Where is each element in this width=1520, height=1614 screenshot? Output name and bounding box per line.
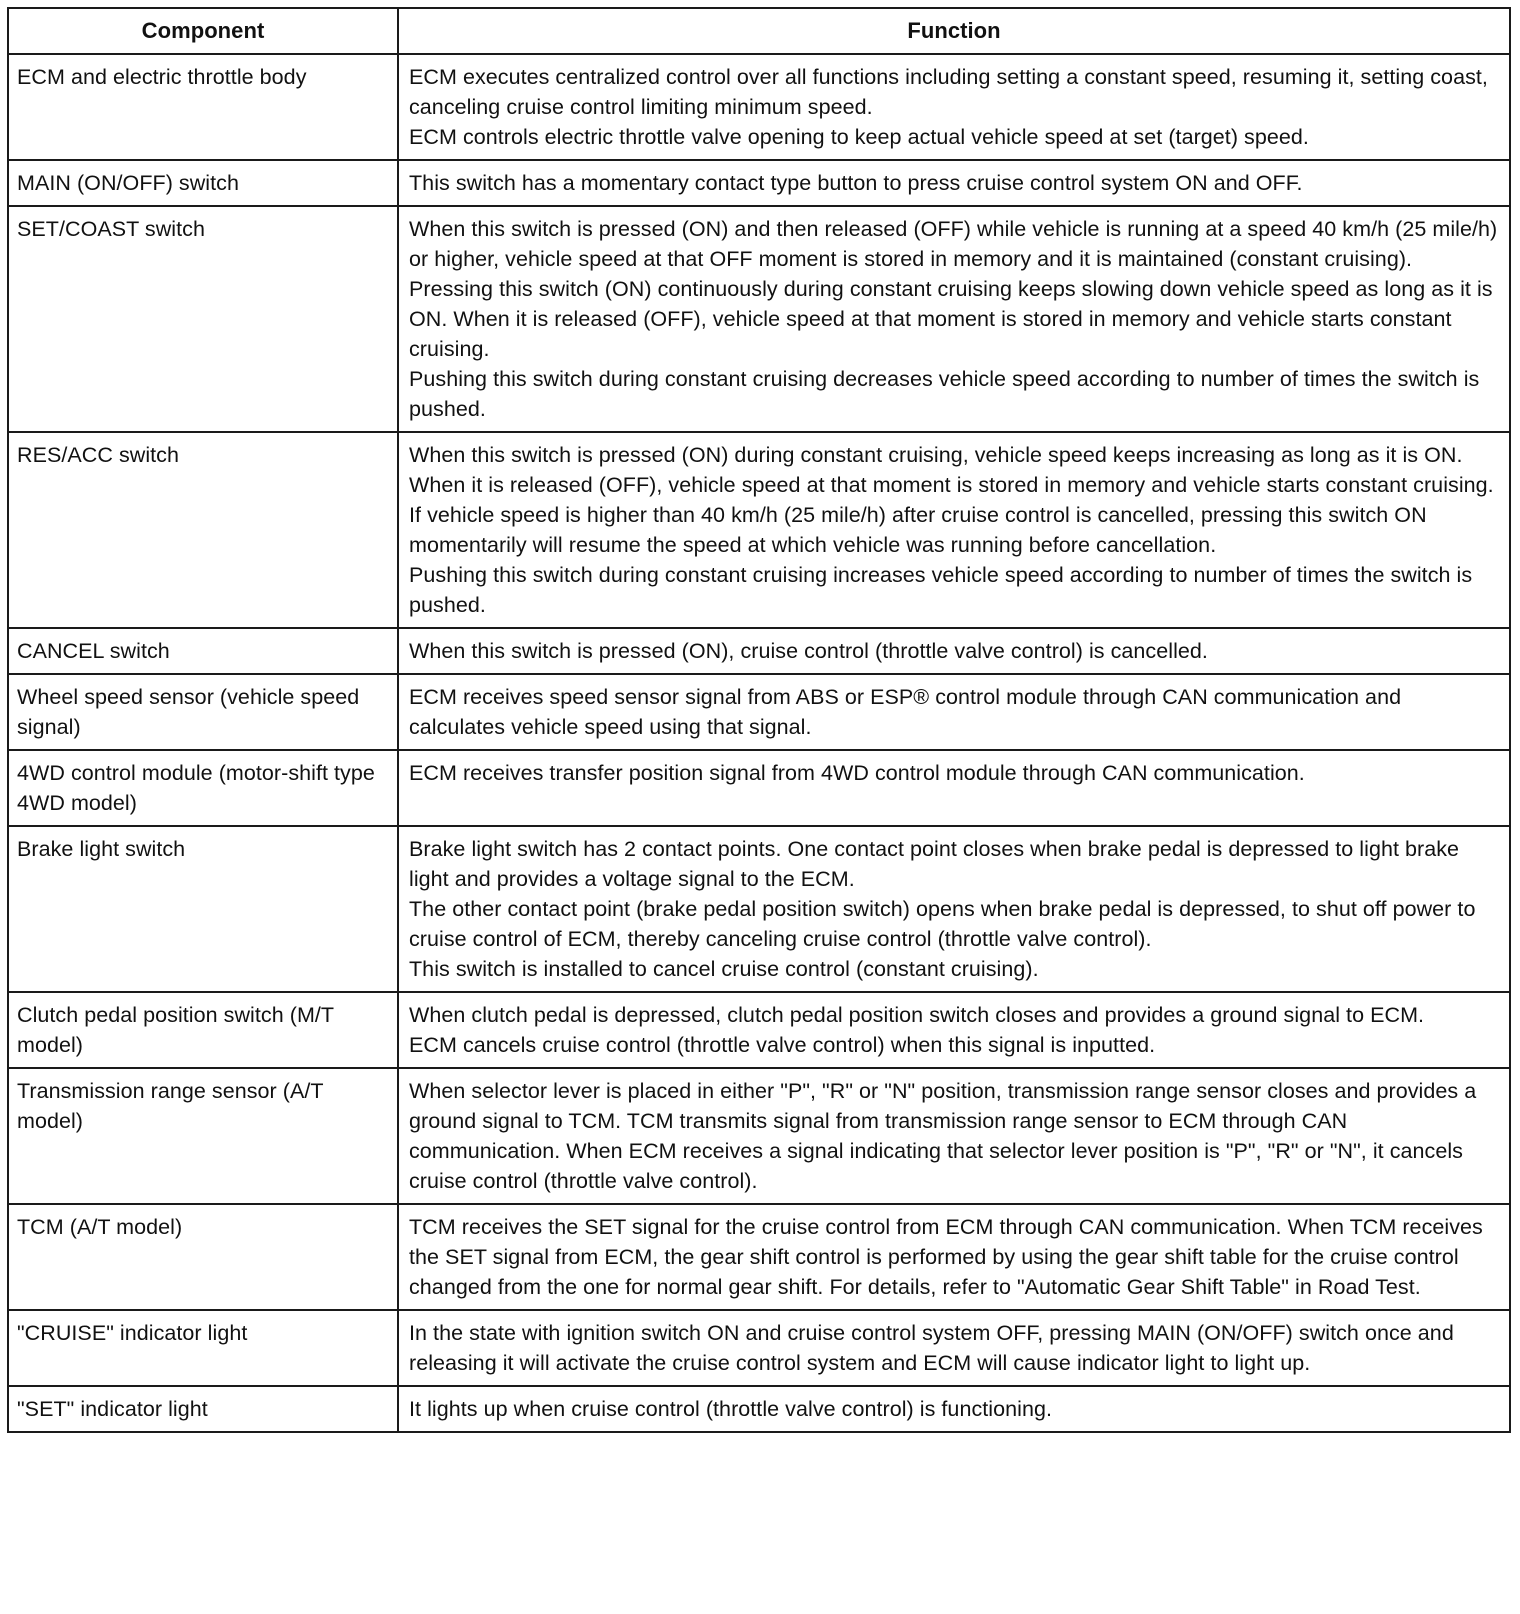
function-cell	[398, 628, 1510, 674]
function-paragraph: It lights up when cruise control (throttle valve control) is functioning.	[409, 1397, 1052, 1421]
component-cell: "SET" indicator light	[8, 1386, 398, 1432]
function-cell	[398, 1386, 1510, 1432]
document-page	[7, 7, 1509, 1433]
function-paragraph: ECM executes centralized control over all functions including setting a constant speed, resuming it, setting coast, canceling cruise control limiting minimum speed.	[409, 65, 1488, 119]
table-row	[8, 54, 1510, 160]
function-cell	[398, 1068, 1510, 1204]
component-cell: CANCEL switch	[8, 628, 398, 674]
table-row	[8, 628, 1510, 674]
component-cell: TCM (A/T model)	[8, 1204, 398, 1310]
table-header-row	[8, 8, 1510, 54]
component-cell: ECM and electric throttle body	[8, 54, 398, 160]
function-paragraph: This switch has a momentary contact type button to press cruise control system ON and OFF.	[409, 171, 1303, 195]
function-cell	[398, 160, 1510, 206]
function-paragraph: When this switch is pressed (ON) during constant cruising, vehicle speed keeps increasing as long as it is ON. When it is released (OFF), vehicle speed at that moment is stored in memory and vehicle starts constant cruising. If vehicle speed is higher than 40 km/h (25 mile/h) after cruise control is cancelled, pressing this switch ON momentarily will resume the speed at which vehicle was running before cancellation.	[409, 443, 1494, 557]
table-row	[8, 992, 1510, 1068]
component-cell: Brake light switch	[8, 826, 398, 992]
component-cell: RES/ACC switch	[8, 432, 398, 628]
function-cell	[398, 1204, 1510, 1310]
function-cell	[398, 432, 1510, 628]
function-paragraph: ECM receives transfer position signal from 4WD control module through CAN communication.	[409, 761, 1305, 785]
column-header-component: Component	[8, 8, 398, 54]
component-cell: Transmission range sensor (A/T model)	[8, 1068, 398, 1204]
table-row	[8, 750, 1510, 826]
function-cell	[398, 206, 1510, 432]
function-paragraph: ECM cancels cruise control (throttle valve control) when this signal is inputted.	[409, 1033, 1156, 1057]
component-cell: MAIN (ON/OFF) switch	[8, 160, 398, 206]
function-paragraph: In the state with ignition switch ON and cruise control system OFF, pressing MAIN (ON/OFF) switch once and releasing it will activate the cruise control system and ECM will cause indicator light to light up.	[409, 1321, 1454, 1375]
table-row	[8, 1204, 1510, 1310]
table-row	[8, 1068, 1510, 1204]
function-paragraph: When clutch pedal is depressed, clutch pedal position switch closes and provides a ground signal to ECM.	[409, 1003, 1425, 1027]
function-cell	[398, 54, 1510, 160]
table-row	[8, 206, 1510, 432]
table-row	[8, 674, 1510, 750]
table-row	[8, 1310, 1510, 1386]
component-cell: Clutch pedal position switch (M/T model)	[8, 992, 398, 1068]
function-paragraph: Pushing this switch during constant cruising increases vehicle speed according to number of times the switch is pushed.	[409, 563, 1473, 617]
function-cell	[398, 674, 1510, 750]
function-paragraph: Pressing this switch (ON) continuously during constant cruising keeps slowing down vehicle speed as long as it is ON. When it is released (OFF), vehicle speed at that moment is stored in memory and vehicle starts constant cruising.	[409, 277, 1493, 361]
function-paragraph: The other contact point (brake pedal position switch) opens when brake pedal is depressed, to shut off power to cruise control of ECM, thereby canceling cruise control (throttle valve control).	[409, 897, 1476, 951]
table-row	[8, 826, 1510, 992]
function-cell	[398, 1310, 1510, 1386]
function-paragraph: Brake light switch has 2 contact points. One contact point closes when brake pedal is depressed to light brake light and provides a voltage signal to the ECM.	[409, 837, 1460, 891]
function-cell	[398, 826, 1510, 992]
table-row	[8, 432, 1510, 628]
table-row	[8, 1386, 1510, 1432]
function-paragraph: When this switch is pressed (ON) and then released (OFF) while vehicle is running at a speed 40 km/h (25 mile/h) or higher, vehicle speed at that OFF moment is stored in memory and it is maintained (constant cruising).	[409, 217, 1498, 271]
component-cell: 4WD control module (motor-shift type 4WD model)	[8, 750, 398, 826]
column-header-function: Function	[398, 8, 1510, 54]
function-cell	[398, 992, 1510, 1068]
function-paragraph: This switch is installed to cancel cruise control (constant cruising).	[409, 957, 1039, 981]
function-cell	[398, 750, 1510, 826]
function-paragraph: ECM receives speed sensor signal from ABS or ESP® control module through CAN communication and calculates vehicle speed using that signal.	[409, 685, 1402, 739]
function-paragraph: When this switch is pressed (ON), cruise control (throttle valve control) is cancelled.	[409, 639, 1208, 663]
function-paragraph: When selector lever is placed in either "P", "R" or "N" position, transmission range sensor closes and provides a ground signal to TCM. TCM transmits signal from transmission range sensor to ECM through CAN communication. When ECM receives a signal indicating that selector lever position is "P", "R" or "N", it cancels cruise control (throttle valve control).	[409, 1079, 1477, 1193]
component-cell: Wheel speed sensor (vehicle speed signal)	[8, 674, 398, 750]
component-function-table	[7, 7, 1511, 1433]
function-paragraph: ECM controls electric throttle valve opening to keep actual vehicle speed at set (target) speed.	[409, 125, 1309, 149]
component-cell: SET/COAST switch	[8, 206, 398, 432]
component-cell: "CRUISE" indicator light	[8, 1310, 398, 1386]
function-paragraph: Pushing this switch during constant cruising decreases vehicle speed according to number of times the switch is pushed.	[409, 367, 1480, 421]
function-paragraph: TCM receives the SET signal for the cruise control from ECM through CAN communication. When TCM receives the SET signal from ECM, the gear shift control is performed by using the gear shift table for the cruise control changed from the one for normal gear shift. For details, refer to "Automatic Gear Shift Table" in Road Test.	[409, 1215, 1483, 1299]
table-row	[8, 160, 1510, 206]
